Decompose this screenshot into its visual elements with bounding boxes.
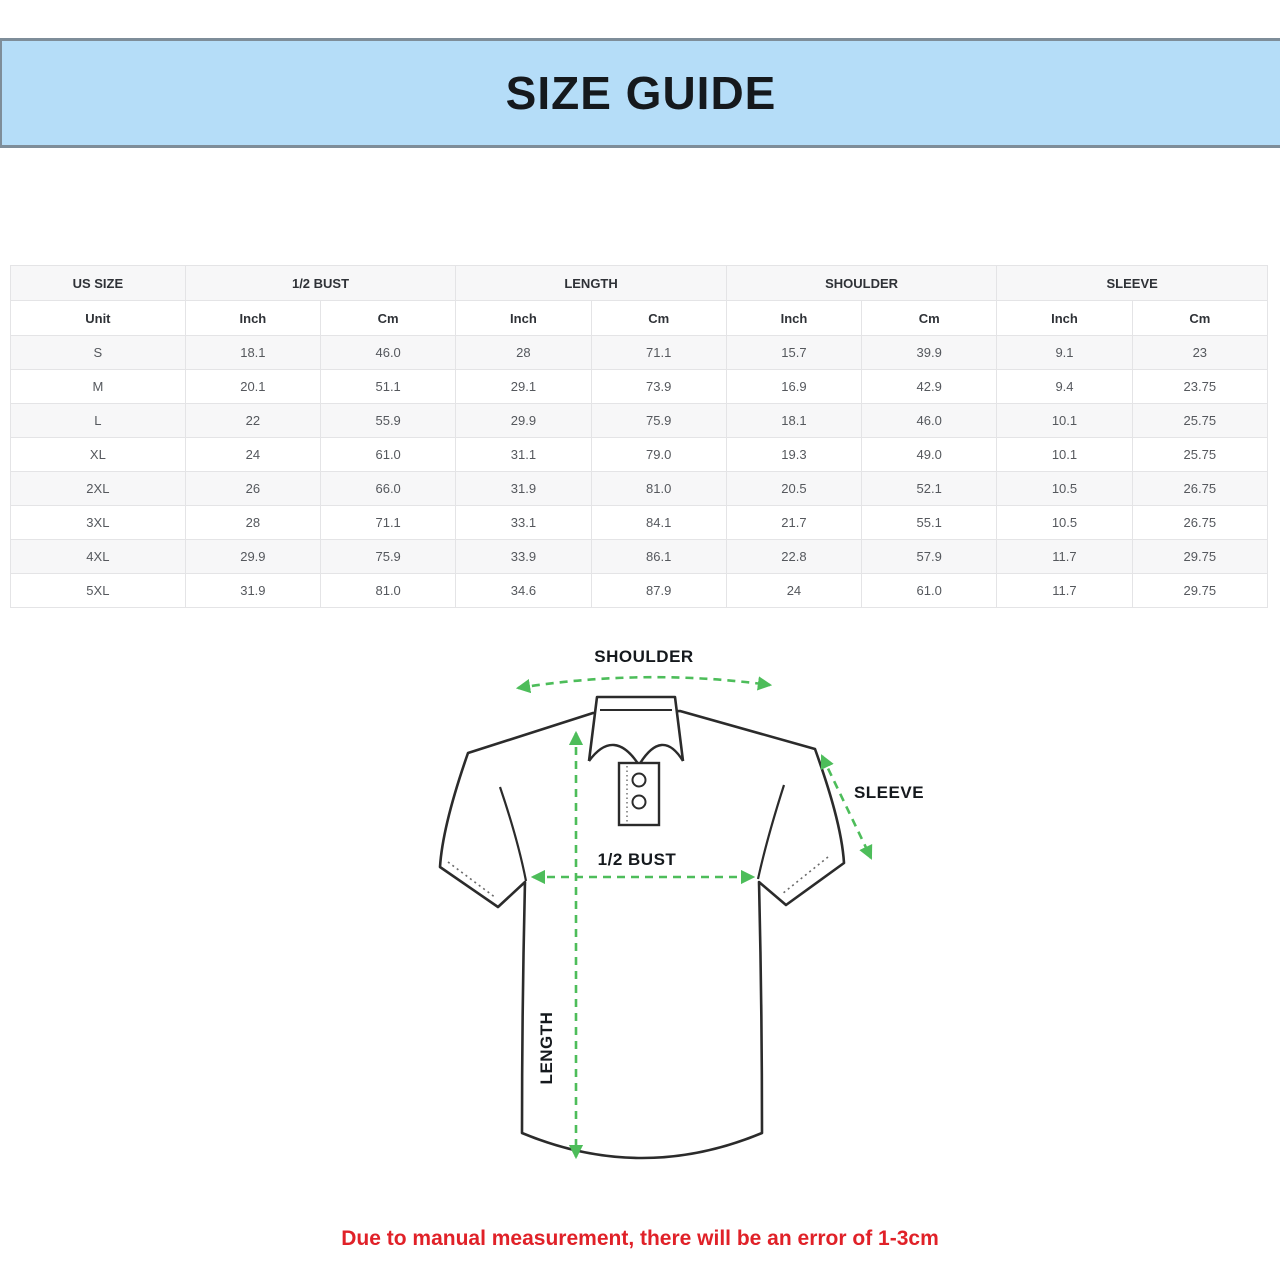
sleeve-label: SLEEVE [853,783,925,802]
table-cell: XL [11,438,186,472]
table-cell: 25.75 [1132,404,1267,438]
table-cell: 20.1 [185,370,320,404]
table-cell: 10.1 [997,438,1132,472]
table-cell: 73.9 [591,370,726,404]
table-subheader-cell: Cm [1132,301,1267,336]
table-cell: 57.9 [862,540,997,574]
shoulder-label: SHOULDER [594,647,694,666]
table-cell: 9.4 [997,370,1132,404]
table-cell: 4XL [11,540,186,574]
button-icon [633,796,646,809]
table-cell: M [11,370,186,404]
table-cell: 81.0 [591,472,726,506]
table-cell: 25.75 [1132,438,1267,472]
table-cell: 71.1 [591,336,726,370]
table-cell: 39.9 [862,336,997,370]
table-subheader-row [11,301,1268,336]
table-cell: 23.75 [1132,370,1267,404]
table-cell: 42.9 [862,370,997,404]
table-subheader-cell: Inch [726,301,861,336]
table-cell: 84.1 [591,506,726,540]
table-cell: 15.7 [726,336,861,370]
size-guide-banner [0,38,1280,148]
table-cell: 18.1 [726,404,861,438]
table-cell: 11.7 [997,574,1132,608]
size-table-head [11,266,1268,336]
size-table-body [11,336,1268,608]
table-cell: 18.1 [185,336,320,370]
page-title: SIZE GUIDE [505,67,777,119]
table-cell: 51.1 [321,370,456,404]
table-cell: L [11,404,186,438]
table-cell: 31.1 [456,438,591,472]
table-row [11,506,1268,540]
table-cell: 49.0 [862,438,997,472]
button-icon [633,774,646,787]
table-cell: 22.8 [726,540,861,574]
table-cell: 24 [726,574,861,608]
polo-shirt-diagram [430,635,950,1195]
table-cell: 55.9 [321,404,456,438]
table-cell: 55.1 [862,506,997,540]
table-cell: 33.1 [456,506,591,540]
table-cell: 29.9 [185,540,320,574]
table-cell: 9.1 [997,336,1132,370]
table-cell: 5XL [11,574,186,608]
table-cell: 29.9 [456,404,591,438]
table-cell: 28 [185,506,320,540]
table-subheader-cell: Inch [185,301,320,336]
table-cell: 11.7 [997,540,1132,574]
table-cell: 29.75 [1132,574,1267,608]
table-cell: 19.3 [726,438,861,472]
table-cell: 33.9 [456,540,591,574]
table-cell: 23 [1132,336,1267,370]
length-label: LENGTH [537,1011,556,1085]
table-cell: 28 [456,336,591,370]
table-cell: 46.0 [862,404,997,438]
table-subheader-cell: Inch [456,301,591,336]
size-table-container [10,265,1268,608]
table-cell: 21.7 [726,506,861,540]
table-cell: 81.0 [321,574,456,608]
table-group-header-cell: US SIZE [11,266,186,301]
bust-label: 1/2 BUST [597,850,677,869]
table-cell: 26.75 [1132,506,1267,540]
table-row [11,438,1268,472]
table-cell: 79.0 [591,438,726,472]
table-row [11,336,1268,370]
table-cell: S [11,336,186,370]
table-cell: 29.75 [1132,540,1267,574]
table-row [11,574,1268,608]
shoulder-measure-arrow [518,677,770,688]
table-subheader-cell: Cm [321,301,456,336]
table-group-header-cell: SHOULDER [726,266,997,301]
table-group-header-row [11,266,1268,301]
table-cell: 86.1 [591,540,726,574]
table-cell: 66.0 [321,472,456,506]
table-cell: 10.5 [997,506,1132,540]
table-cell: 71.1 [321,506,456,540]
table-cell: 52.1 [862,472,997,506]
table-subheader-cell: Cm [591,301,726,336]
table-subheader-cell: Inch [997,301,1132,336]
table-group-header-cell: SLEEVE [997,266,1268,301]
table-cell: 29.1 [456,370,591,404]
table-cell: 61.0 [862,574,997,608]
table-cell: 20.5 [726,472,861,506]
table-row [11,472,1268,506]
table-cell: 46.0 [321,336,456,370]
size-table [10,265,1268,608]
table-group-header-cell: LENGTH [456,266,727,301]
measurement-note: Due to manual measurement, there will be an error of 1-3cm [341,1227,939,1250]
table-group-header-cell: 1/2 BUST [185,266,456,301]
table-cell: 75.9 [321,540,456,574]
table-cell: 31.9 [185,574,320,608]
table-cell: 75.9 [591,404,726,438]
table-cell: 61.0 [321,438,456,472]
table-cell: 22 [185,404,320,438]
table-cell: 26.75 [1132,472,1267,506]
table-row [11,540,1268,574]
table-cell: 34.6 [456,574,591,608]
table-row [11,370,1268,404]
table-subheader-cell: Unit [11,301,186,336]
table-cell: 10.1 [997,404,1132,438]
table-cell: 31.9 [456,472,591,506]
table-row [11,404,1268,438]
placket [619,763,659,825]
table-cell: 26 [185,472,320,506]
table-cell: 2XL [11,472,186,506]
table-cell: 16.9 [726,370,861,404]
table-subheader-cell: Cm [862,301,997,336]
table-cell: 10.5 [997,472,1132,506]
table-cell: 3XL [11,506,186,540]
table-cell: 87.9 [591,574,726,608]
table-cell: 24 [185,438,320,472]
